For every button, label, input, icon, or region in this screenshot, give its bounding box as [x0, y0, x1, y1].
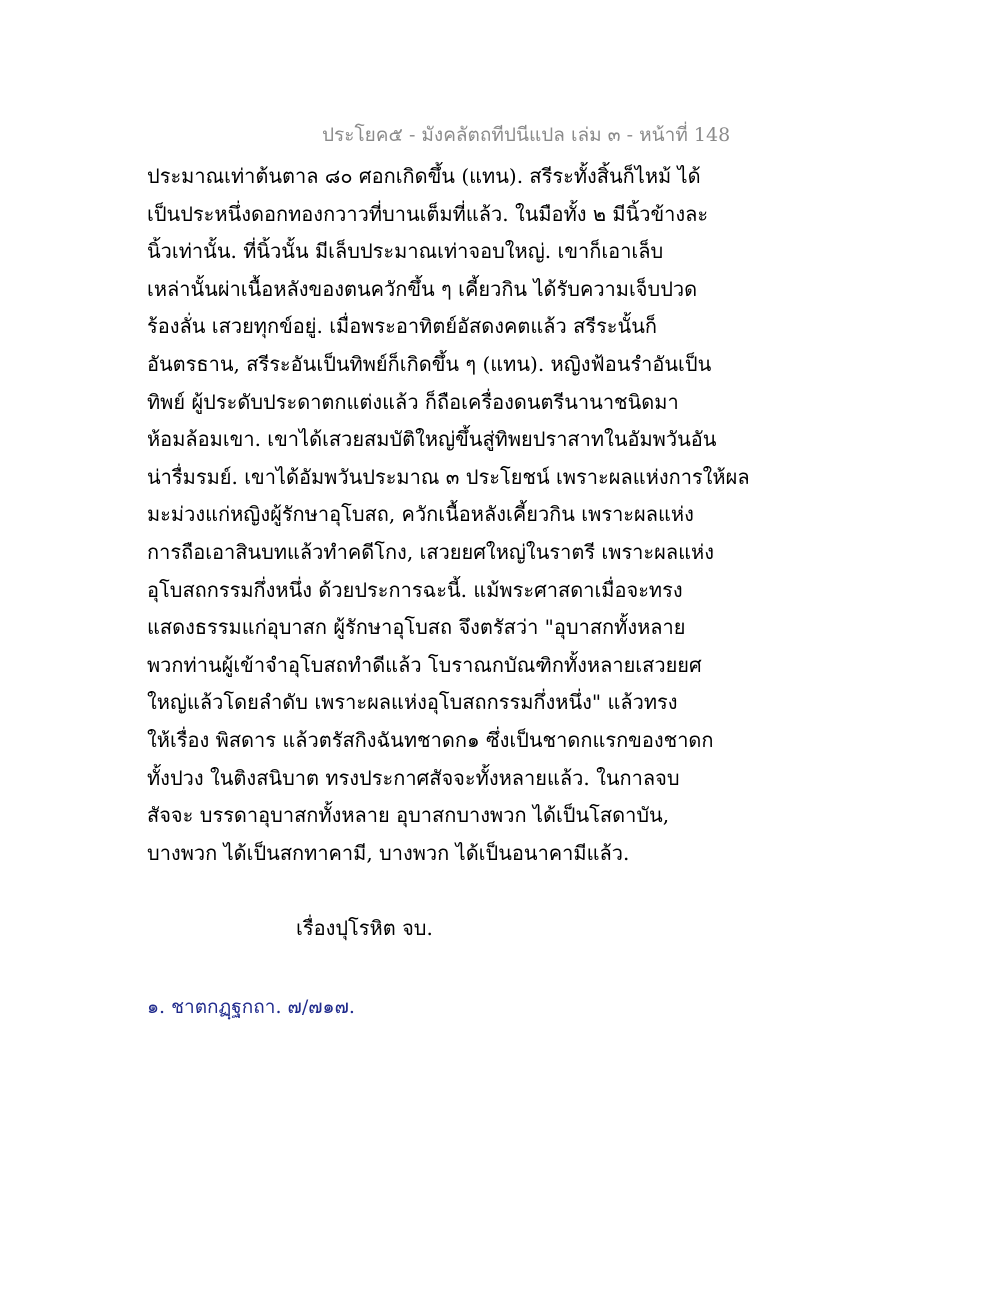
text-line: ประมาณเท่าต้นตาล ๘๐ ศอกเกิดขึ้น (แทน). สรีระทั้งสิ้นก็ไหม้ ได้	[147, 164, 701, 188]
text-line: การถือเอาสินบทแล้วทำคดีโกง, เสวยยศใหญ่ในราตรี เพราะผลแห่ง	[147, 539, 714, 564]
text-line: ร้องลั่น เสวยทุกข์อยู่. เมื่อพระอาทิตย์อัสดงคตแล้ว สรีระนั้นก็	[147, 314, 657, 339]
footnote: ๑. ชาตกฏฺฐกถา. ๗/๗๑๗.	[147, 996, 355, 1018]
text-line: อุโบสถกรรมกึ่งหนึ่ง ด้วยประการฉะนี้. แม้พระศาสดาเมื่อจะทรง	[147, 577, 683, 602]
text-line: นิ้วเท่านั้น. ที่นิ้วนั้น มีเล็บประมาณเท่าจอบใหญ่. เขาก็เอาเล็บ	[147, 239, 664, 264]
text-line: สัจจะ บรรดาอุบาสกทั้งหลาย อุบาสกบางพวก ได้เป็นโสดาบัน,	[147, 803, 670, 828]
page-header: ประโยค๕ - มังคลัตถทีปนีแปล เล่ม ๓ - หน้าที่ 148	[322, 124, 731, 146]
text-line: ห้อมล้อมเขา. เขาได้เสวยสมบัติใหญ่ขึ้นสู่ทิพยปราสาทในอัมพวันอัน	[147, 427, 717, 452]
text-line: เหล่านั้นผ่าเนื้อหลังของตนควักขึ้น ๆ เคี้ยวกิน ได้รับความเจ็บปวด	[147, 276, 698, 301]
text-line: ให้เรื่อง พิสดาร แล้วตรัสกิงฉันทชาดก๑ ซึ่งเป็นชาดกแรกของชาดก	[147, 727, 714, 752]
text-line: บางพวก ได้เป็นสกทาคามี, บางพวก ได้เป็นอนาคามีแล้ว.	[147, 840, 630, 865]
text-line: ทิพย์ ผู้ประดับประดาตกแต่งแล้ว ก็ถือเครื่องดนตรีนานาชนิดมา	[147, 389, 679, 414]
text-line: เป็นประหนึ่งดอกทองกวาวที่บานเต็มที่แล้ว. ในมือทั้ง ๒ มีนิ้วข้างละ	[147, 201, 709, 226]
text-line: มะม่วงแก่หญิงผู้รักษาอุโบสถ, ควักเนื้อหลังเคี้ยวกิน เพราะผลแห่ง	[147, 502, 694, 527]
text-line: แสดงธรรมแก่อุบาสก ผู้รักษาอุโบสถ จึงตรัสว่า "อุบาสกทั้งหลาย	[147, 615, 686, 640]
text-line: น่ารื่มรมย์. เขาได้อัมพวันประมาณ ๓ ประโยชน์ เพราะผลแห่งการให้ผล	[147, 464, 750, 489]
text-line: ทั้งปวง ในติงสนิบาต ทรงประกาศสัจจะทั้งหลายแล้ว. ในกาลจบ	[147, 765, 680, 790]
story-end-line: เรื่องปุโรหิต จบ.	[296, 916, 433, 940]
text-line: พวกท่านผู้เข้าจำอุโบสถทำดีแล้ว โบราณกบัณฑิกทั้งหลายเสวยยศ	[147, 652, 702, 677]
text-line: ใหญ่แล้วโดยลำดับ เพราะผลแห่งอุโบสถกรรมกึ่งหนึ่ง" แล้วทรง	[147, 690, 678, 715]
text-line: อันตรธาน, สรีระอันเป็นทิพย์ก็เกิดขึ้น ๆ (แทน). หญิงฟ้อนรำอันเป็น	[147, 351, 712, 376]
body-text	[147, 158, 907, 872]
